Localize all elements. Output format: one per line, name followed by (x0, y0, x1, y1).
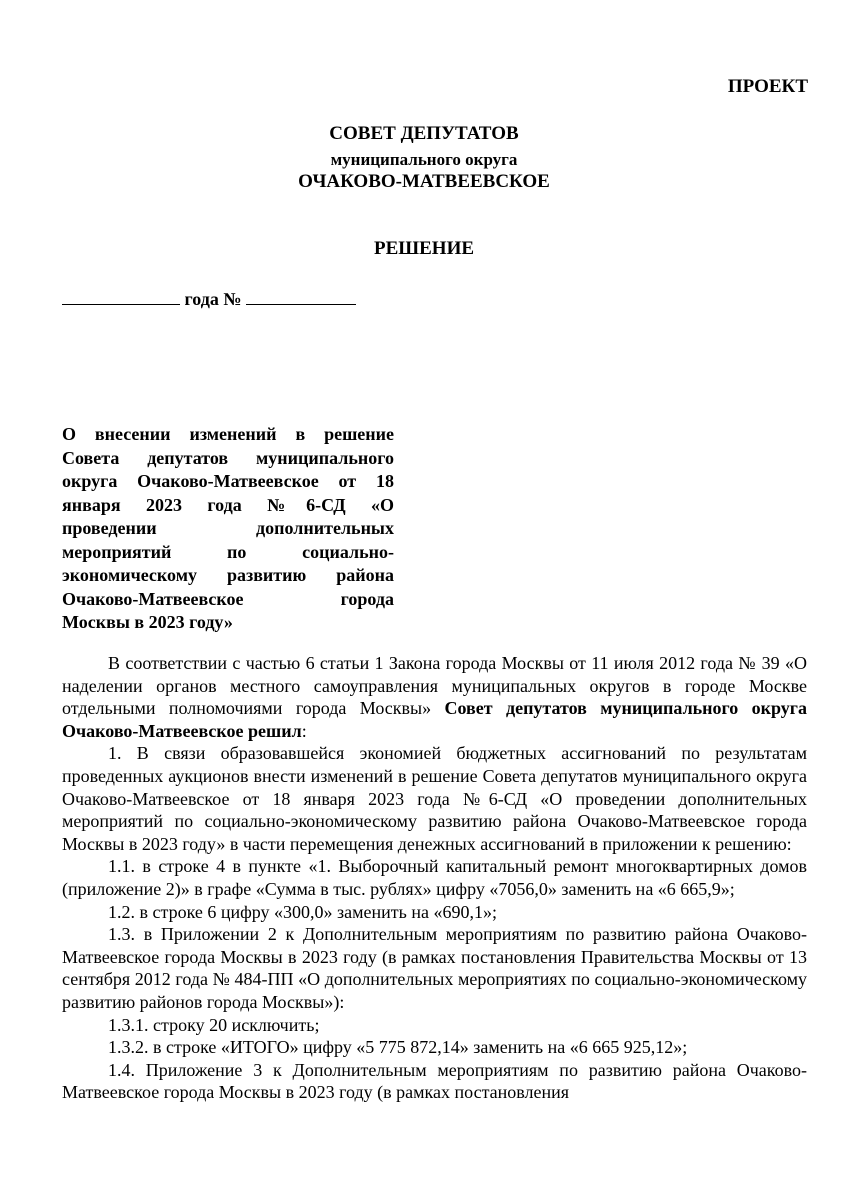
date-number-line (62, 286, 356, 310)
preamble-paragraph (62, 652, 807, 742)
title-line: января 2023 года №6-СД «О (62, 494, 394, 515)
district-name: ОЧАКОВО-МАТВЕЕВСКОЕ (298, 171, 550, 192)
title-line: Москвы в 2023 году» (62, 612, 233, 632)
item-paragraph: 1.3.1. строку 20 исключить; (108, 1014, 320, 1035)
draft-label: ПРОЕКТ (727, 76, 808, 97)
decision-title (62, 423, 394, 635)
preamble-text: В соответствии с частью 6 статьи 1 Закона города Москвы от 11 июля 2012 года № 39 «О наделении органов местного самоуправления муниципальных округов в городе Москве отдельными полномочиями города Москвы» (62, 653, 807, 719)
title-line: Очаково-Матвеевское города (62, 588, 394, 609)
item-paragraph: 1.3.2. в строке «ИТОГО» цифру «5 775 872,14» заменить на «6 665 925,12»; (108, 1037, 688, 1058)
preamble-resolution: Совет депутатов муниципального округа Очаково-Матвеевское решил (62, 698, 807, 741)
date-blank (62, 286, 180, 305)
title-line: округа Очаково-Матвеевское от 18 (62, 471, 394, 491)
item-paragraph: 1.3. в Приложении 2 к Дополнительным мероприятиям по развитию района Очаково-Матвеевское города Москвы в 2023 году (в рамках постановления Правительства Москвы от 13 сентября 2012 года № 484-ПП «О дополнительных мероприятиях по социально-экономическому развитию районов города Москвы»): (62, 924, 807, 1012)
item-paragraph: 1.1. в строке 4 в пункте «1. Выборочный капитальный ремонт многоквартирных домов (приложение 2)» в графе «Сумма в тыс. рублях» цифру «7056,0» заменить на «6 665,9»; (62, 856, 807, 899)
title-line: Совета депутатов муниципального (62, 447, 394, 468)
title-line: проведении дополнительных (62, 518, 394, 538)
doc-type-heading: РЕШЕНИЕ (373, 238, 475, 259)
title-line: экономическому развитию района (62, 565, 394, 585)
year-number-label: года № (184, 289, 242, 309)
title-line: мероприятий по социально- (62, 541, 394, 562)
district-type: муниципального округа (330, 150, 518, 169)
council-heading: СОВЕТ ДЕПУТАТОВ (329, 123, 519, 144)
number-blank (246, 286, 356, 305)
item-paragraph: 1. В связи образовавшейся экономией бюджетных ассигнований по результатам проведенных аукционов внести изменений в решение Совета депутатов муниципального округа Очаково-Матвеевское от 18 января 2023 года №6-СД «О проведении дополнительных мероприятий по социально-экономическому развитию района Очаково-Матвеевское города Москвы в 2023 году» в части перемещения денежных ассигнований в приложении к решению: (62, 743, 807, 854)
title-line: О внесении изменений в решение (62, 424, 394, 444)
item-paragraph: 1.2. в строке 6 цифру «300,0» заменить на «690,1»; (108, 901, 497, 922)
preamble-tail: : (301, 720, 307, 741)
decision-body (62, 652, 807, 1104)
item-paragraph: 1.4. Приложение 3 к Дополнительным мероприятиям по развитию района Очаково-Матвеевское города Москвы в 2023 году (в рамках постановления (62, 1059, 807, 1103)
